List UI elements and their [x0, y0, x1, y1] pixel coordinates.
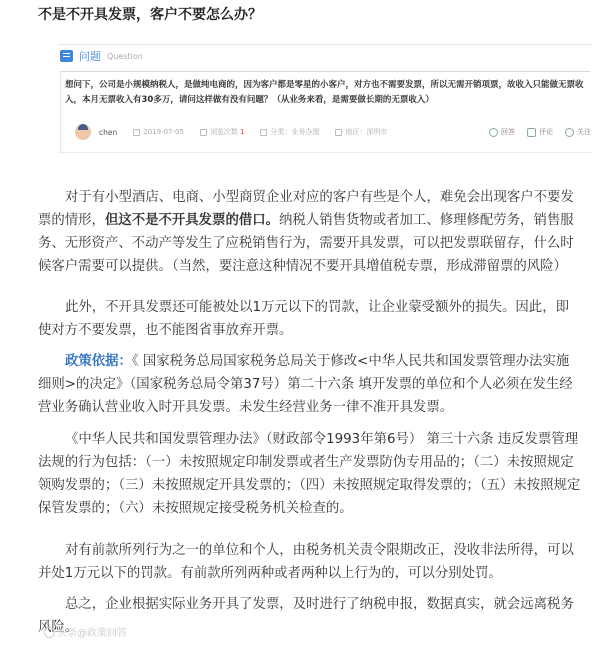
paragraph-policy-basis: 政策依据：《 国家税务总局国家税务总局关于修改<中华人民共和国发票管理办法实施细则>的决定》（国家税务总局令第37号）第二十六条 填开发票的单位和个人必须在发生经营业务确认营业收入时开具发票。未发生经营业务一律不准开具发票。	[38, 354, 573, 415]
answer-button[interactable]: 回答	[489, 127, 515, 137]
question-label: 问题	[79, 50, 101, 63]
question-card	[58, 44, 592, 152]
question-icon	[60, 50, 73, 62]
question-category: 分类：业务办理	[260, 127, 319, 137]
clock-icon	[133, 129, 140, 136]
question-card-body	[60, 71, 590, 153]
card-divider	[58, 152, 592, 153]
question-sublabel: Question	[107, 51, 143, 61]
watermark-icon	[44, 627, 55, 638]
location-icon	[335, 129, 342, 136]
comment-icon	[527, 128, 536, 137]
avatar	[75, 124, 91, 140]
user-name[interactable]: chen	[99, 127, 118, 137]
follow-icon	[565, 128, 574, 137]
question-date: 2019-07-05	[133, 128, 184, 136]
question-location: 地区：深圳市	[335, 127, 387, 137]
paragraph-1: 对于有小型酒店、电商、小型商贸企业对应的客户有些是个人，难免会出现客户不要发票的情形，但这不是不开具发票的借口。纳税人销售货物或者加工、修理修配劳务，销售服务、无形资产、不动产等发生了应税销售行为，需要开具发票，可以把发票联留存，什么时候客户需要可以提供。（当然，要注意这种情况不要开具增值税专票，形成滞留票的风险）	[38, 190, 574, 274]
emphasis-text: 但这不是不开具发票的借口。	[104, 213, 280, 228]
paragraph-6: 总之，企业根据实际业务开具了发票，及时进行了纳税申报，数据真实，就会远离税务风险。	[38, 597, 574, 635]
watermark: 头条@政策回答	[44, 624, 127, 639]
browse-count: 浏览次数 1	[200, 127, 244, 137]
article-title: 不是不开具发票，客户不要怎么办？	[38, 7, 262, 23]
question-text: 想问下，公司是小规模纳税人，是做纯电商的，因为客户都是零星的小客户，对方也不需要发票，所以无需开销项票，故收入只能做无票收入，本月无票收入有30多万，请问这样做有没有问题？（从业务来看，是需要做长期的无票收入）	[65, 80, 584, 105]
follow-button[interactable]: 关注	[565, 127, 591, 137]
question-card-header	[58, 45, 143, 67]
folder-icon	[260, 129, 267, 136]
comment-button[interactable]: 评论	[527, 127, 553, 137]
eye-icon	[200, 129, 207, 136]
question-meta	[75, 123, 591, 141]
question-actions	[477, 127, 591, 137]
paragraph-2: 此外，不开具发票还可能被处以1万元以下的罚款，让企业蒙受额外的损失。因此，即使对方不要发票，也不能图省事放弃开票。	[38, 300, 569, 338]
policy-basis-label: 政策依据：	[65, 354, 132, 369]
paragraph-4: 《中华人民共和国发票管理办法》（财政部令1993年第6号） 第三十六条 违反发票管理法规的行为包括：（一）未按照规定印制发票或者生产发票防伪专用品的；（二）未按照规定领购发票的；（三）未按照规定开具发票的；（四）未按照规定取得发票的；（五）未按照规定保管发票的；（六）未按照规定接受税务机关检查的。	[38, 432, 581, 516]
search-icon	[489, 128, 498, 137]
paragraph-5: 对有前款所列行为之一的单位和个人，由税务机关责令限期改正，没收非法所得，可以并处1万元以下的罚款。有前款所列两种或者两种以上行为的，可以分别处罚。	[38, 543, 574, 581]
